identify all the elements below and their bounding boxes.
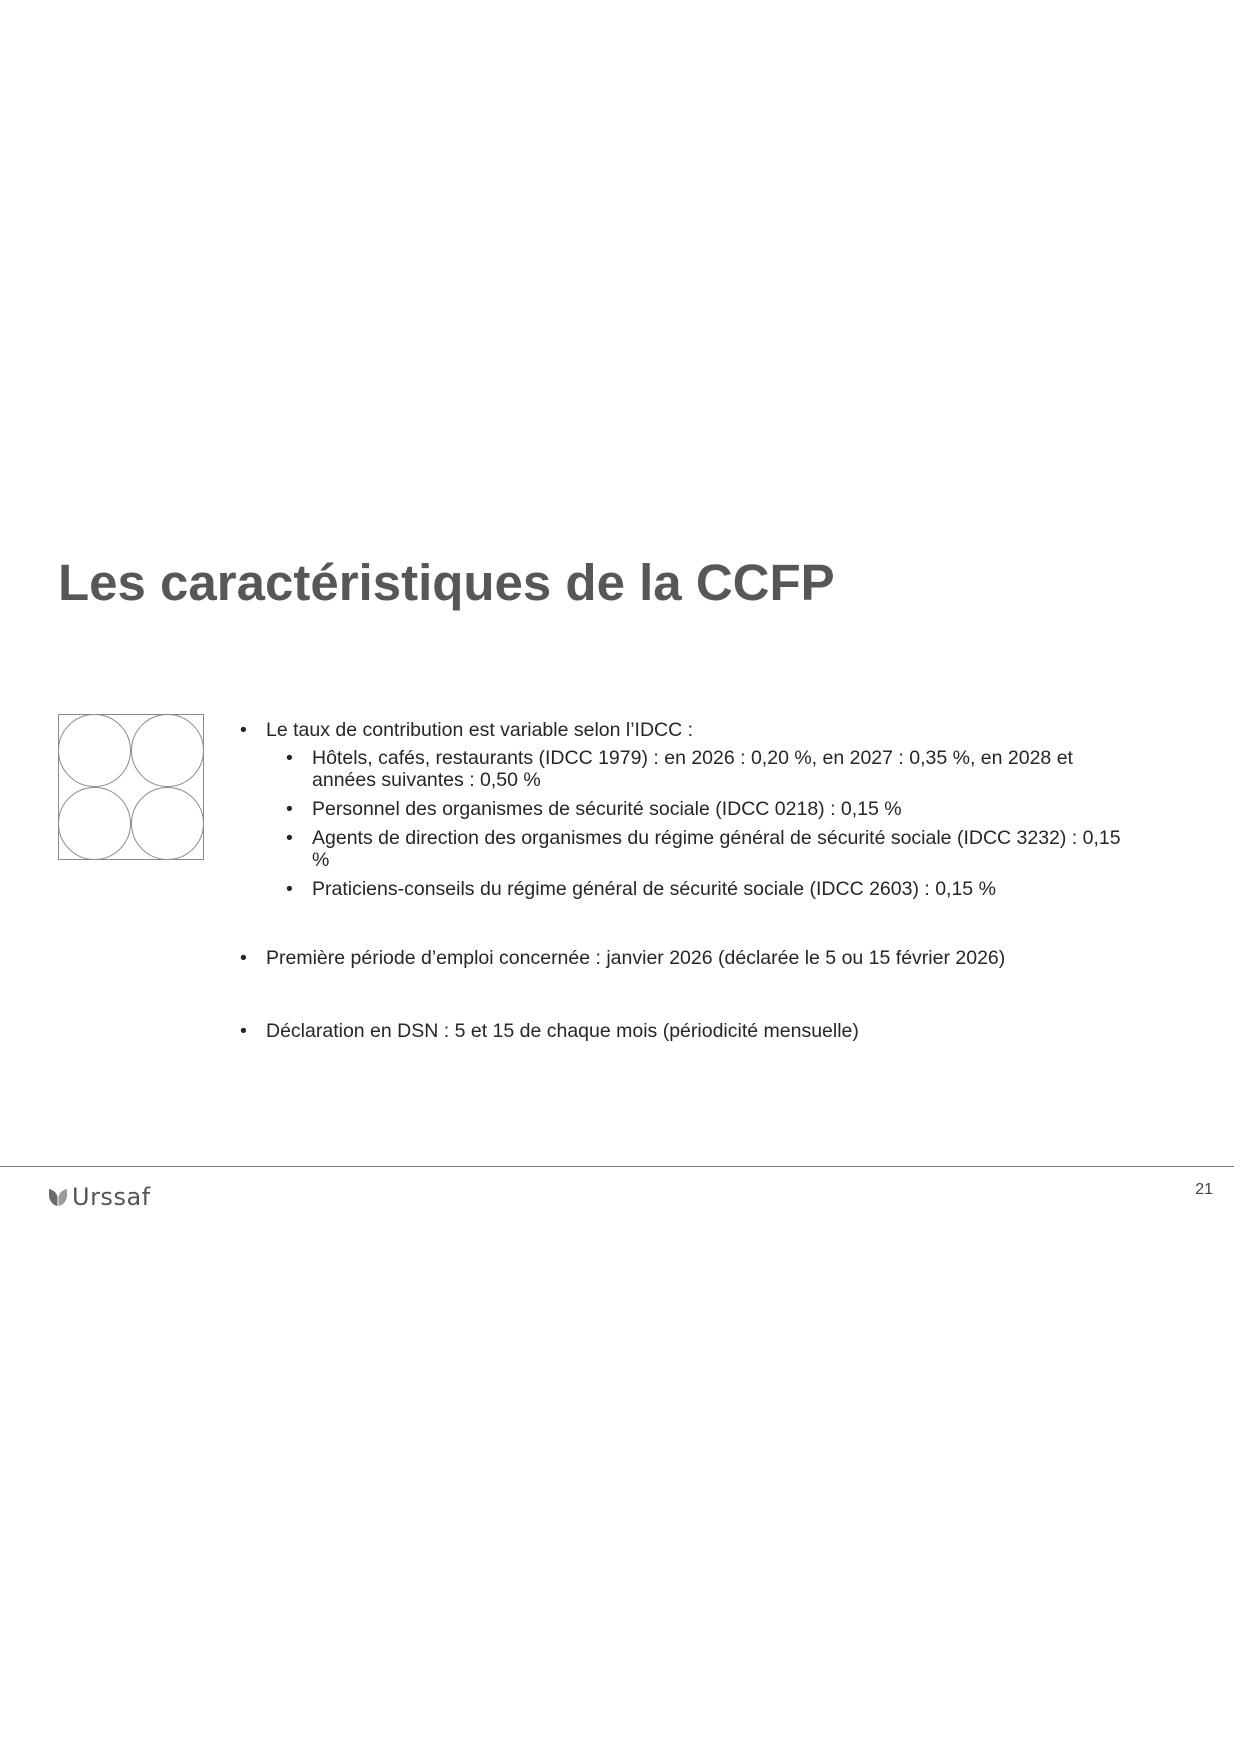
sub-bullet-item [286,878,1140,900]
bullet-text: Le taux de contribution est variable selon l’IDCC : [266,719,694,741]
sub-bullet-item [286,827,1140,871]
sub-bullet-item [286,747,1140,791]
pictogram-circle [132,715,204,787]
bullet-marker: • [286,878,293,900]
slide-content [240,719,1140,1042]
sub-bullet-text: Agents de direction des organismes du régime général de sécurité sociale (IDCC 3232) : 0,15 % [312,827,1121,871]
pictogram-circle [132,788,204,860]
urssaf-logo [48,1182,151,1212]
slide-title: Les caractéristiques de la CCFP [58,554,835,611]
bullet-text: Première période d’emploi concernée : janvier 2026 (déclarée le 5 ou 15 février 2026) [266,947,1006,969]
bullet-item-first-period [240,947,1140,969]
pictogram-frame [59,715,204,860]
bullet-marker: • [286,747,293,769]
bullet-marker: • [286,827,293,849]
pictogram-circle [59,788,131,860]
bullet-item-declaration [240,1020,1140,1042]
four-circles-icon [58,714,204,860]
sub-bullet-text: Hôtels, cafés, restaurants (IDCC 1979) : en 2026 : 0,20 %, en 2027 : 0,35 %, en 2028 et années suivantes : 0,50 % [312,747,1073,791]
sub-bullet-text: Personnel des organismes de sécurité sociale (IDCC 0218) : 0,15 % [312,798,902,820]
bullet-text: Déclaration en DSN : 5 et 15 de chaque mois (périodicité mensuelle) [266,1020,859,1042]
bullet-marker: • [240,719,247,741]
pictogram-circle [59,715,131,787]
bullet-item-rate-intro [240,719,1140,741]
rates-sub-list [240,747,1140,900]
bullet-marker: • [240,1020,247,1042]
urssaf-logo-icon [48,1186,68,1208]
page-number: 21 [1195,1181,1213,1198]
footer-divider [0,1166,1234,1167]
logo-text: Urssaf [72,1183,151,1211]
bullet-marker: • [240,947,247,969]
sub-bullet-text: Praticiens-conseils du régime général de sécurité sociale (IDCC 2603) : 0,15 % [312,878,996,900]
bullet-marker: • [286,798,293,820]
sub-bullet-item [286,798,1140,820]
